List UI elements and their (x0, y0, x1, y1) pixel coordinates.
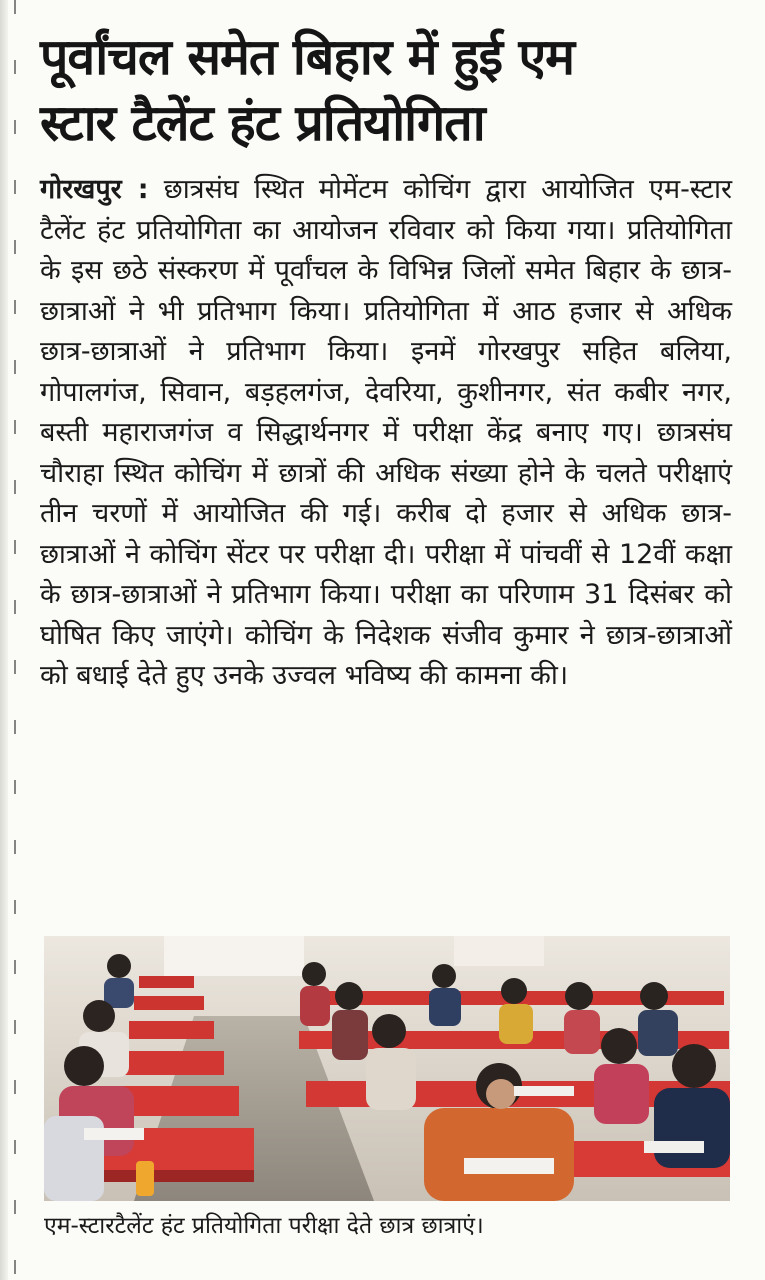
photo-caption: एम-स्टारटैलेंट हंट प्रतियोगिता परीक्षा देते छात्र छात्राएं। (44, 1213, 484, 1239)
headline-line-1: पूर्वांचल समेत बिहार में हुई एम (40, 28, 575, 86)
exam-hall-illustration (44, 936, 730, 1201)
exam-hall-photo (44, 936, 730, 1201)
news-article (40, 24, 732, 697)
article-body (40, 170, 732, 697)
article-body-text: छात्रसंघ स्थित मोमेंटम कोचिंग द्वारा आयोजित एम-स्टार टैलेंट हंट प्रतियोगिता का आयोजन रविवार को किया गया। प्रतियोगिता के इस छठे संस्करण में पूर्वांचल के विभिन्न जिलों समेत बिहार के छात्र-छात्राओं ने भी प्रतिभाग किया। प्रतियोगिता में आठ हजार से अधिक छात्र-छात्राओं ने प्रतिभाग किया। इनमें गोरखपुर सहित बलिया, गोपालगंज, सिवान, बड़हलगंज, देवरिया, कुशीनगर, संत कबीर नगर, बस्ती महाराजगंज व सिद्धार्थनगर में परीक्षा केंद्र बनाए गए। छात्रसंघ चौराहा स्थित कोचिंग में छात्रों की अधिक संख्या होने के चलते परीक्षाएं तीन चरणों में आयोजित की गई। करीब दो हजार से अधिक छात्र-छात्राओं ने कोचिंग सेंटर पर परीक्षा दी। परीक्षा में पांचवीं से 12वीं कक्षा के छात्र-छात्राओं ने प्रतिभाग किया। परीक्षा का परिणाम 31 दिसंबर को घोषित किए जाएंगे। कोचिंग के निदेशक संजीव कुमार ने छात्र-छात्राओं को बधाई देते हुए उनके उज्वल भविष्य की कामना की। (40, 174, 732, 691)
column-rule (14, 0, 16, 1280)
headline-line-2: स्टार टैलेंट हंट प्रतियोगिता (40, 94, 485, 152)
headline (40, 24, 732, 156)
page-edge (0, 0, 8, 1280)
dateline: गोरखपुर : (40, 174, 149, 205)
